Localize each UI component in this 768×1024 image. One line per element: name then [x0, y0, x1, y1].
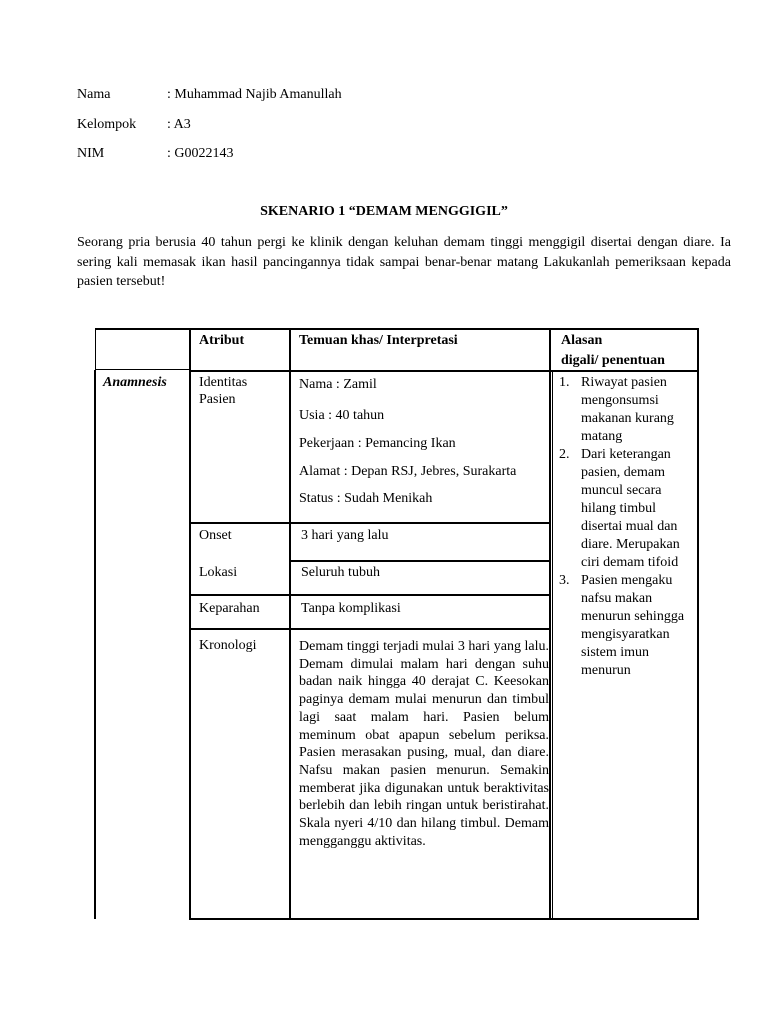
header-alasan-line2: digali/ penentuan — [561, 353, 665, 368]
attr-lokasi: Lokasi — [199, 565, 238, 580]
header-atribut: Atribut — [199, 333, 245, 348]
scenario-paragraph: Seorang pria berusia 40 tahun pergi ke klinik dengan keluhan demam tinggi menggigil disertai dengan diare. Ia sering kali memasak ikan hasil pancingannya tidak sampai benar-benar matang Lakukanlah pemeriksaan kepada pasien tersebut! — [77, 235, 731, 289]
attr-identitas-line1: Identitas — [199, 375, 248, 390]
identity-label: Nama — [77, 87, 111, 102]
list-number: 3. — [559, 573, 570, 588]
identitas-status: Status : Sudah Menikah — [299, 491, 433, 506]
list-item — [557, 374, 697, 446]
keparahan-value: Tanpa komplikasi — [301, 601, 401, 616]
list-number: 1. — [559, 375, 570, 390]
lokasi-value: Seluruh tubuh — [301, 565, 380, 580]
document-title: SKENARIO 1 “DEMAM MENGGIGIL” — [260, 204, 508, 219]
identitas-usia: Usia : 40 tahun — [299, 408, 385, 423]
list-number: 2. — [559, 447, 570, 462]
kronologi-value: Demam tinggi terjadi mulai 3 hari yang lalu. Demam dimulai malam hari dengan suhu badan naik hingga 40 derajat C. Keesokan paginya demam mulai menurun dan timbul lagi saat malam hari. Pasien belum meminum obat apapun sebelum periksa. Pasien merasakan pusing, mual, dan diare. Nafsu makan pasien menurun. Semakin memberat jika digunakan untuk beraktivitas berlebih dan lebih ringan untuk beristirahat. Skala nyeri 4/10 dan hilang timbul. Demam mengganggu aktivitas. — [299, 639, 549, 849]
identitas-pekerjaan: Pekerjaan : Pemancing Ikan — [299, 436, 456, 451]
identity-value: : G0022143 — [167, 146, 234, 161]
list-item — [557, 446, 697, 572]
list-text: Pasien mengaku nafsu makan menurun sehingga mengisyaratkan sistem imun menurun — [581, 573, 685, 678]
identity-value: : A3 — [167, 117, 191, 132]
list-text: Dari keterangan pasien, demam muncul secara hilang timbul disertai mual dan diare. Merupakan ciri demam tifoid — [581, 447, 680, 570]
identity-label: NIM — [77, 146, 105, 161]
attr-kronologi: Kronologi — [199, 638, 257, 653]
identity-value: : Muhammad Najib Amanullah — [167, 87, 342, 102]
onset-value: 3 hari yang lalu — [301, 528, 389, 543]
attr-identitas-line2: Pasien — [199, 392, 236, 407]
list-text: Riwayat pasien mengonsumsi makanan kurang matang — [581, 375, 674, 444]
reasons-list — [557, 374, 697, 680]
attr-keparahan: Keparahan — [199, 601, 260, 616]
header-temuan: Temuan khas/ Interpretasi — [299, 333, 458, 348]
list-item — [557, 572, 697, 680]
identitas-alamat: Alamat : Depan RSJ, Jebres, Surakarta — [299, 464, 517, 479]
identity-label: Kelompok — [77, 117, 137, 132]
identitas-nama: Nama : Zamil — [299, 377, 377, 392]
header-alasan-line1: Alasan — [561, 333, 603, 348]
section-anamnesis: Anamnesis — [103, 375, 167, 390]
attr-onset: Onset — [199, 528, 232, 543]
